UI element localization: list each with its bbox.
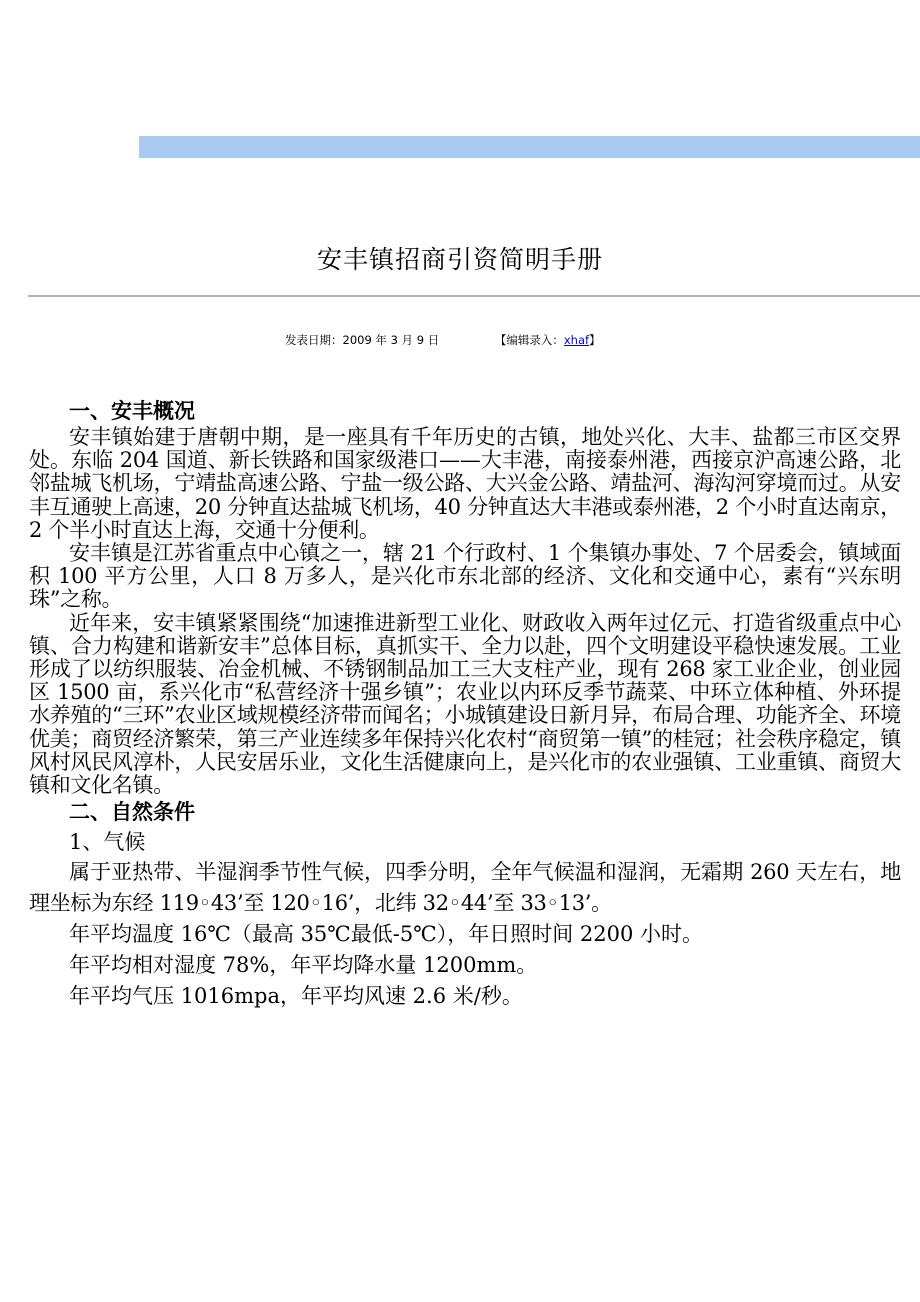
editor-suffix: 】 xyxy=(589,333,601,347)
top-banner-bar xyxy=(139,136,920,158)
article-body xyxy=(29,396,901,1012)
editor-link[interactable]: xhaf xyxy=(563,333,590,347)
publish-meta xyxy=(285,332,601,348)
subheading-climate: 1、气候 xyxy=(69,830,146,855)
climate-temperature: 年平均温度 16℃（最高 35℃最低-5℃），年日照时间 2200 小时。 xyxy=(69,922,704,947)
section-heading-overview: 一、安丰概况 xyxy=(69,399,195,423)
date-value: 2009 年 3 月 9 日 xyxy=(342,333,440,347)
date-label: 发表日期： xyxy=(285,333,343,347)
editor-info xyxy=(495,333,601,347)
section-heading-natural-conditions: 二、自然条件 xyxy=(69,800,195,825)
climate-pressure: 年平均气压 1016mpa，年平均风速 2.6 米/秒。 xyxy=(69,984,523,1009)
overview-paragraph-3: 近年来，安丰镇紧紧围绕“加速推进新型工业化、财政收入两年过亿元、打造省级重点中心镇、合力构建和谐新安丰”总体目标，真抓实干、全力以赴，四个文明建设平稳快速发展。工业形成了以纺织服装、冶金机械、不锈钢制品加工三大支柱产业，现有 268 家工业企业，创业园区 1500 亩，系兴化市“私营经济十强乡镇”；农业以内环反季节蔬菜、中环立体种植、外环提水养殖的“三环”农业区域规模经济带而闻名；小城镇建设日新月异，布局合理、功能齐全、环境优美；商贸经济繁荣，第三产业连续多年保持兴化农村“商贸第一镇”的桂冠；社会秩序稳定，镇风村风民风淳朴，人民安居乐业，文化生活健康向上，是兴化市的农业强镇、工业重镇、商贸大镇和文化名镇。 xyxy=(29,610,901,798)
overview-paragraph-1: 安丰镇始建于唐朝中期，是一座具有千年历史的古镇，地处兴化、大丰、盐都三市区交界处。东临 204 国道、新长铁路和国家级港口——大丰港，南接泰州港，西接京沪高速公路，北邻盐城飞机场，宁靖盐高速公路、宁盐一级公路、大兴金公路、靖盐河、海沟河穿境而过。从安丰互通驶上高速，20 分钟直达盐城飞机场，40 分钟直达大丰港或泰州港，2 个小时直达南京，2 个半小时直达上海，交通十分便利。 xyxy=(29,425,901,542)
climate-paragraph: 属于亚热带、半湿润季节性气候，四季分明，全年气候温和湿润，无霜期 260 天左右，地理坐标为东经 119◦43’至 120◦16’，北纬 32◦44’至 33◦13’。 xyxy=(29,860,901,916)
editor-prefix: 【编辑录入： xyxy=(494,333,564,347)
climate-humidity: 年平均相对湿度 78%，年平均降水量 1200mm。 xyxy=(69,953,538,978)
page-title: 安丰镇招商引资简明手册 xyxy=(316,245,603,274)
overview-paragraph-2: 安丰镇是江苏省重点中心镇之一，辖 21 个行政村、1 个集镇办事处、7 个居委会，镇域面积 100 平方公里，人口 8 万多人，是兴化市东北部的经济、文化和交通中心，素有“兴东明珠”之称。 xyxy=(29,541,901,612)
title-divider xyxy=(28,295,920,297)
